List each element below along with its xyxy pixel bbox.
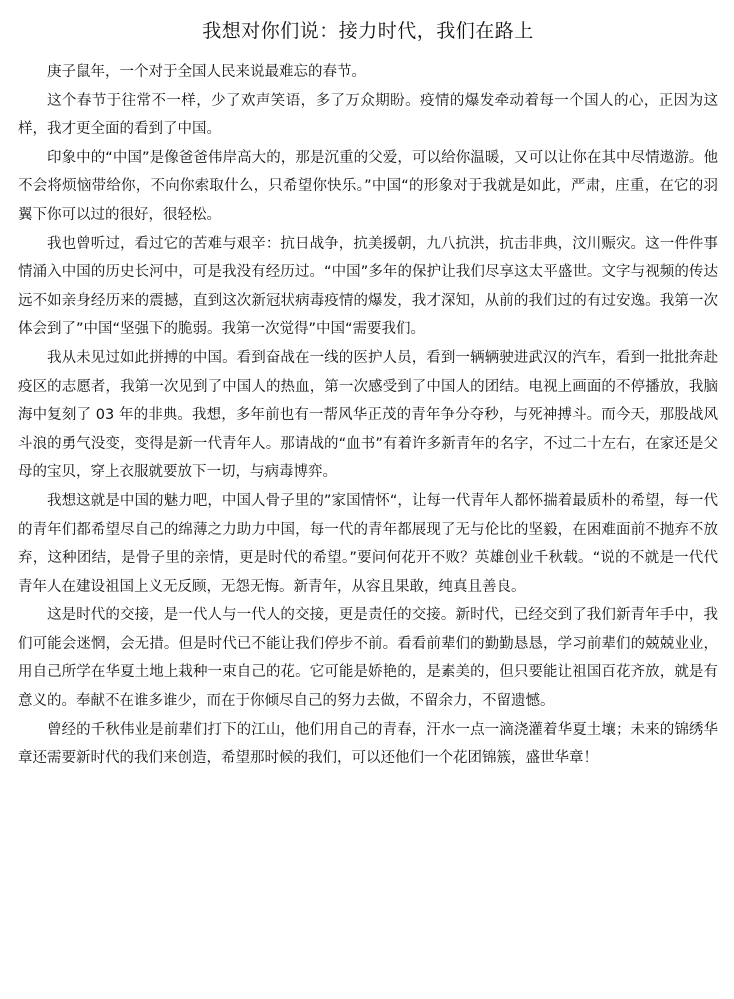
paragraph-2: 这个春节于往常不一样，少了欢声笑语，多了万众期盼。疫情的爆发牵动着每一个国人的心，正因为这样，我才更全面的看到了中国。 xyxy=(18,92,718,138)
paragraph-7: 这是时代的交接，是一代人与一代人的交接，更是责任的交接。新时代，已经交到了我们新青年手中，我们可能会迷惘，会无措。但是时代已不能让我们停步不前。看看前辈们的勤勤恳恳，学习前辈们的兢兢业业，用自己所学在华夏土地上栽种一束自己的花。它可能是娇艳的，是素美的，但只要能让祖国百花齐放，就是有意义的。奉献不在谁多谁少，而在于你倾尽自己的努力去做，不留余力，不留遗憾。 xyxy=(18,607,718,710)
paragraph-3: 印象中的“中国”是像爸爸伟岸高大的，那是沉重的父爱，可以给你温暖，又可以让你在其中尽情遨游。他不会将烦恼带给你，不向你索取什么，只希望你快乐。”中国“的形象对于我就是如此，严肃，庄重，在它的羽翼下你可以过的很好，很轻松。 xyxy=(18,149,718,223)
paragraph-8: 曾经的千秋伟业是前辈们打下的江山，他们用自己的青春，汗水一点一滴浇灌着华夏土壤；未来的锦绣华章还需要新时代的我们来创造，希望那时候的我们，可以还他们一个花团锦簇，盛世华章！ xyxy=(18,721,718,767)
paragraph-1: 庚子鼠年，一个对于全国人民来说最难忘的春节。 xyxy=(47,64,366,80)
document-page xyxy=(18,18,718,773)
paragraph-4: 我也曾听过，看过它的苦难与艰辛：抗日战争，抗美援朝，九八抗洪，抗击非典，汶川赈灾。这一件件事情涌入中国的历史长河中，可是我没有经历过。“中国”多年的保护让我们尽享这太平盛世。文字与视频的传达远不如亲身经历来的震撼，直到这次新冠状病毒疫情的爆发，我才深知，从前的我们过的有过安逸。我第一次体会到了”中国“坚强下的脆弱。我第一次觉得”中国“需要我们。 xyxy=(18,235,718,338)
paragraph-6: 我想这就是中国的魅力吧，中国人骨子里的”家国情怀“，让每一代青年人都怀揣着最质朴的希望，每一代的青年们都希望尽自己的绵薄之力助力中国，每一代的青年都展现了无与伦比的坚毅，在困难面前不抛弃不放弃，这种团结，是骨子里的亲情，更是时代的希望。”要问何花开不败？英雄创业千秋载。“说的不就是一代代青年人在建设祖国上义无反顾，无怨无悔。新青年，从容且果敢，纯真且善良。 xyxy=(18,492,718,595)
document-title: 我想对你们说：接力时代，我们在路上 xyxy=(202,20,534,42)
paragraph-5: 我从未见过如此拼搏的中国。看到奋战在一线的医护人员，看到一辆辆驶进武汉的汽车，看到一批批奔赴疫区的志愿者，我第一次见到了中国人的热血，第一次感受到了中国人的团结。电视上画面的不停播放，我脑海中复刻了 03 年的非典。我想，多年前也有一帮风华正茂的青年争分夺秒，与死神搏斗。而今天，那股战风斗浪的勇气没变，变得是新一代青年人。那请战的“血书”有着许多新青年的名字，不过二十左右，在家还是父母的宝贝，穿上衣服就要放下一切，与病毒博弈。 xyxy=(18,349,718,481)
